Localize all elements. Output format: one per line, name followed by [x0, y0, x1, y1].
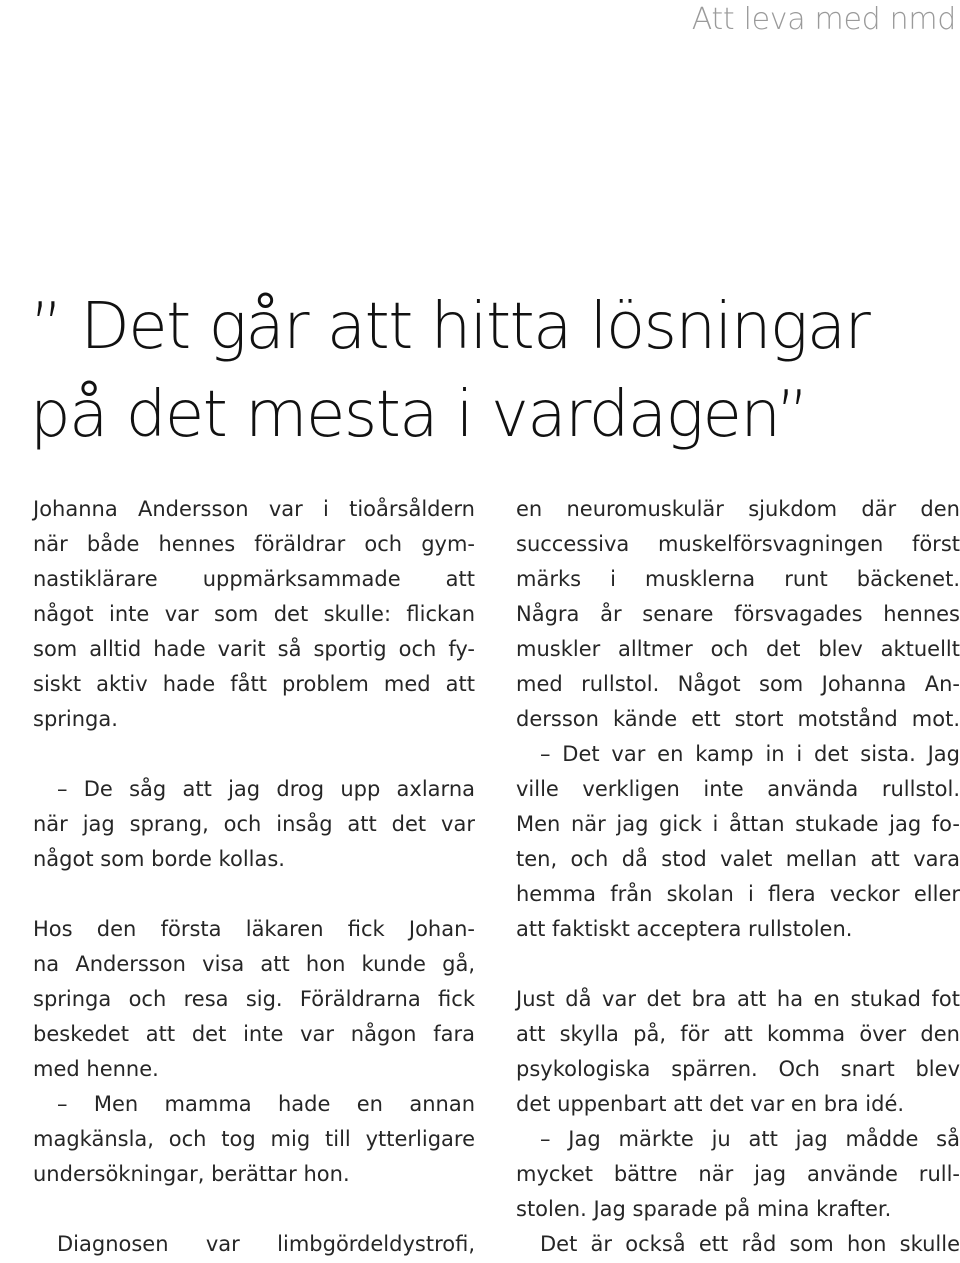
text-line: en neuromuskulär sjukdom där den [516, 497, 960, 521]
text-line: Det är också ett råd som hon skulle [540, 1232, 960, 1256]
paragraph [516, 1157, 960, 1227]
text-line: Diagnosen var limbgördeldystrofi, [57, 1232, 475, 1256]
article-column-left [33, 492, 475, 1262]
text-line: Johanna Andersson var i tioårsåldern [33, 497, 475, 521]
text-line: beskedet att det inte var någon fara [33, 1022, 475, 1046]
quote-paragraph [516, 1122, 960, 1157]
text-line: undersökningar, berättar hon. [33, 1162, 350, 1186]
text-line: när både hennes föräldrar och gym- [33, 532, 475, 556]
text-line: hemma från skolan i flera veckor eller [516, 882, 960, 906]
text-line: springa. [33, 707, 118, 731]
text-line: springa och resa sig. Föräldrarna fick [33, 987, 475, 1011]
text-line: – Det var en kamp in i det sista. Jag [540, 742, 960, 766]
text-line: stolen. Jag sparade på mina krafter. [516, 1197, 892, 1221]
text-line: Hos den första läkaren fick Johan- [33, 917, 475, 941]
text-line: med henne. [33, 1057, 159, 1081]
section-header: Att leva med nmd [691, 2, 956, 37]
text-line: Några år senare försvagades hennes [516, 602, 960, 626]
text-line: mycket bättre när jag använde rull- [516, 1162, 960, 1186]
text-line: – Jag märkte ju att jag mådde så [540, 1127, 960, 1151]
paragraph [33, 1227, 475, 1262]
text-line: som alltid hade varit så sportig och fy- [33, 637, 475, 661]
text-line: dersson kände ett stort motstånd mot. [516, 707, 960, 731]
text-line: psykologiska spärren. Och snart blev [516, 1057, 960, 1081]
quote-paragraph [33, 772, 475, 807]
paragraph [516, 1227, 960, 1262]
text-line: något som borde kollas. [33, 847, 285, 871]
text-line: na Andersson visa att hon kunde gå, [33, 952, 475, 976]
text-line: muskler alltmer och det blev aktuellt [516, 637, 960, 661]
paragraph [516, 772, 960, 947]
text-line: nastiklärare uppmärksammade att [33, 567, 475, 591]
text-line: Just då var det bra att ha en stukad fot [516, 987, 960, 1011]
paragraph [33, 807, 475, 877]
paragraph [516, 982, 960, 1122]
headline-line: ” Det går att hitta lösningar [30, 290, 870, 364]
text-line: – Men mamma hade en annan [57, 1092, 475, 1116]
paragraph [33, 912, 475, 1087]
paragraph [33, 1122, 475, 1192]
text-line: märks i musklerna runt bäckenet. [516, 567, 960, 591]
text-line: när jag sprang, och insåg att det var [33, 812, 475, 836]
article-headline [30, 283, 950, 459]
paragraph [516, 492, 960, 737]
quote-paragraph [33, 1087, 475, 1122]
text-line: magkänsla, och tog mig till ytterligare [33, 1127, 475, 1151]
headline-line: på det mesta i vardagen” [30, 378, 808, 452]
text-line: Men när jag gick i åttan stukade jag fo- [516, 812, 960, 836]
paragraph [33, 492, 475, 737]
text-line: att faktiskt acceptera rullstolen. [516, 917, 853, 941]
text-line: att skylla på, för att komma över den [516, 1022, 960, 1046]
text-line: ten, och då stod valet mellan att vara [516, 847, 960, 871]
quote-paragraph [516, 737, 960, 772]
text-line: – De såg att jag drog upp axlarna [57, 777, 475, 801]
text-line: successiva muskelförsvagningen först [516, 532, 960, 556]
text-line: det uppenbart att det var en bra idé. [516, 1092, 905, 1116]
text-line: något inte var som det skulle: flickan [33, 602, 475, 626]
article-column-right [516, 492, 960, 1262]
text-line: med rullstol. Något som Johanna An- [516, 672, 960, 696]
text-line: ville verkligen inte använda rullstol. [516, 777, 960, 801]
text-line: siskt aktiv hade fått problem med att [33, 672, 475, 696]
